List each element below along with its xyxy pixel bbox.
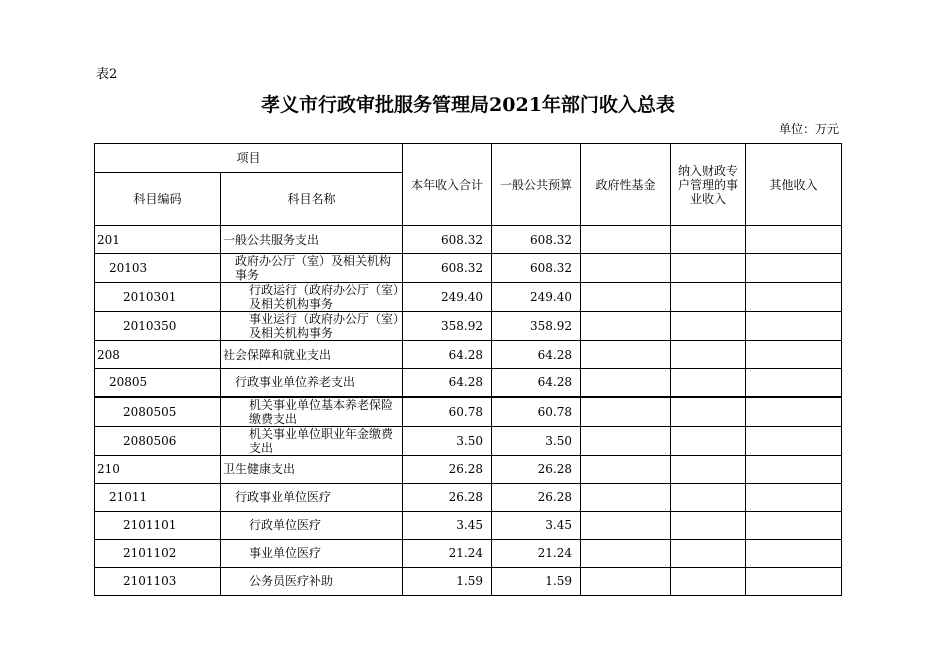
row-budget: 64.28 [492,369,581,397]
row-budget: 1.59 [492,567,581,595]
unit-label: 单位：万元 [778,122,839,136]
row-code: 2101101 [95,511,221,539]
row-budget: 60.78 [492,397,581,427]
table-row [95,397,842,427]
table-row [95,312,842,341]
row-budget: 249.40 [492,283,581,312]
table-row [95,341,842,369]
row-gov-fund [581,567,671,595]
row-code: 2010301 [95,283,221,312]
row-name: 行政单位医疗 [221,511,403,539]
row-code: 2101103 [95,567,221,595]
row-total: 26.28 [403,455,492,483]
table-row [95,539,842,567]
row-total: 608.32 [403,226,492,254]
row-special-income [671,283,746,312]
row-other-income [746,426,842,455]
row-other-income [746,369,842,397]
row-gov-fund [581,283,671,312]
row-name: 政府办公厅（室）及相关机构事务 [235,254,392,282]
table-row [95,283,842,312]
row-code: 20805 [95,369,221,397]
row-gov-fund [581,539,671,567]
row-name: 事业运行（政府办公厅（室）及相关机构事务 [249,312,400,340]
table-row [95,483,842,511]
row-other-income [746,397,842,427]
row-gov-fund [581,483,671,511]
row-other-income [746,539,842,567]
table-label: 表2 [96,67,118,82]
row-other-income [746,455,842,483]
row-other-income [746,283,842,312]
row-name-cell [221,426,403,455]
row-other-income [746,483,842,511]
row-code: 2010350 [95,312,221,341]
header-gov-fund: 政府性基金 [581,144,671,226]
row-total: 3.45 [403,511,492,539]
row-code: 2101102 [95,539,221,567]
row-total: 3.50 [403,426,492,455]
table-body [95,226,842,596]
row-gov-fund [581,226,671,254]
table-row [95,226,842,254]
row-special-income [671,483,746,511]
row-gov-fund [581,312,671,341]
row-name-cell [221,283,403,312]
row-name: 公务员医疗补助 [221,567,403,595]
table-row [95,369,842,397]
header-special-income: 纳入财政专户管理的事业收入 [671,144,746,226]
row-special-income [671,369,746,397]
table-row [95,426,842,455]
row-code: 201 [95,226,221,254]
row-name-cell [221,397,403,427]
row-total: 64.28 [403,341,492,369]
row-code: 208 [95,341,221,369]
row-name: 行政事业单位医疗 [221,483,403,511]
row-special-income [671,397,746,427]
row-special-income [671,341,746,369]
row-total: 249.40 [403,283,492,312]
row-total: 1.59 [403,567,492,595]
header-general-budget: 一般公共预算 [492,144,581,226]
row-name: 社会保障和就业支出 [221,341,403,369]
row-budget: 26.28 [492,483,581,511]
income-table [94,143,842,596]
row-name: 机关事业单位基本养老保险缴费支出 [249,397,394,426]
table-row [95,455,842,483]
row-special-income [671,226,746,254]
row-gov-fund [581,341,671,369]
row-other-income [746,511,842,539]
row-gov-fund [581,369,671,397]
row-other-income [746,254,842,283]
row-budget: 21.24 [492,539,581,567]
row-name: 机关事业单位职业年金缴费支出 [249,426,394,455]
row-total: 358.92 [403,312,492,341]
row-name: 行政运行（政府办公厅（室）及相关机构事务 [249,283,400,311]
row-total: 60.78 [403,397,492,427]
row-special-income [671,455,746,483]
row-special-income [671,312,746,341]
row-total: 64.28 [403,369,492,397]
header-subject-name: 科目名称 [221,173,403,226]
row-budget: 64.28 [492,341,581,369]
row-special-income [671,567,746,595]
row-other-income [746,567,842,595]
row-name: 卫生健康支出 [221,455,403,483]
table-row [95,511,842,539]
row-special-income [671,511,746,539]
header-subject-code: 科目编码 [95,173,221,226]
row-code: 2080505 [95,397,221,427]
row-gov-fund [581,397,671,427]
row-special-income [671,539,746,567]
header-other-income: 其他收入 [746,144,842,226]
row-gov-fund [581,254,671,283]
row-code: 2080506 [95,426,221,455]
row-budget: 3.45 [492,511,581,539]
row-name: 行政事业单位养老支出 [221,369,403,397]
row-gov-fund [581,426,671,455]
row-name-cell [221,312,403,341]
table-row [95,567,842,595]
header-project: 项目 [95,144,403,173]
page-title: 孝义市行政审批服务管理局2021年部门收入总表 [261,94,675,116]
row-budget: 608.32 [492,254,581,283]
row-total: 608.32 [403,254,492,283]
row-special-income [671,426,746,455]
row-code: 20103 [95,254,221,283]
row-budget: 358.92 [492,312,581,341]
header-total: 本年收入合计 [403,144,492,226]
table-row [95,254,842,283]
row-name: 事业单位医疗 [221,539,403,567]
row-code: 210 [95,455,221,483]
row-gov-fund [581,455,671,483]
row-name-cell [221,254,403,283]
row-gov-fund [581,511,671,539]
row-other-income [746,312,842,341]
row-special-income [671,254,746,283]
row-budget: 26.28 [492,455,581,483]
row-budget: 3.50 [492,426,581,455]
row-total: 21.24 [403,539,492,567]
row-total: 26.28 [403,483,492,511]
row-other-income [746,226,842,254]
row-name: 一般公共服务支出 [221,226,403,254]
row-budget: 608.32 [492,226,581,254]
row-other-income [746,341,842,369]
row-code: 21011 [95,483,221,511]
